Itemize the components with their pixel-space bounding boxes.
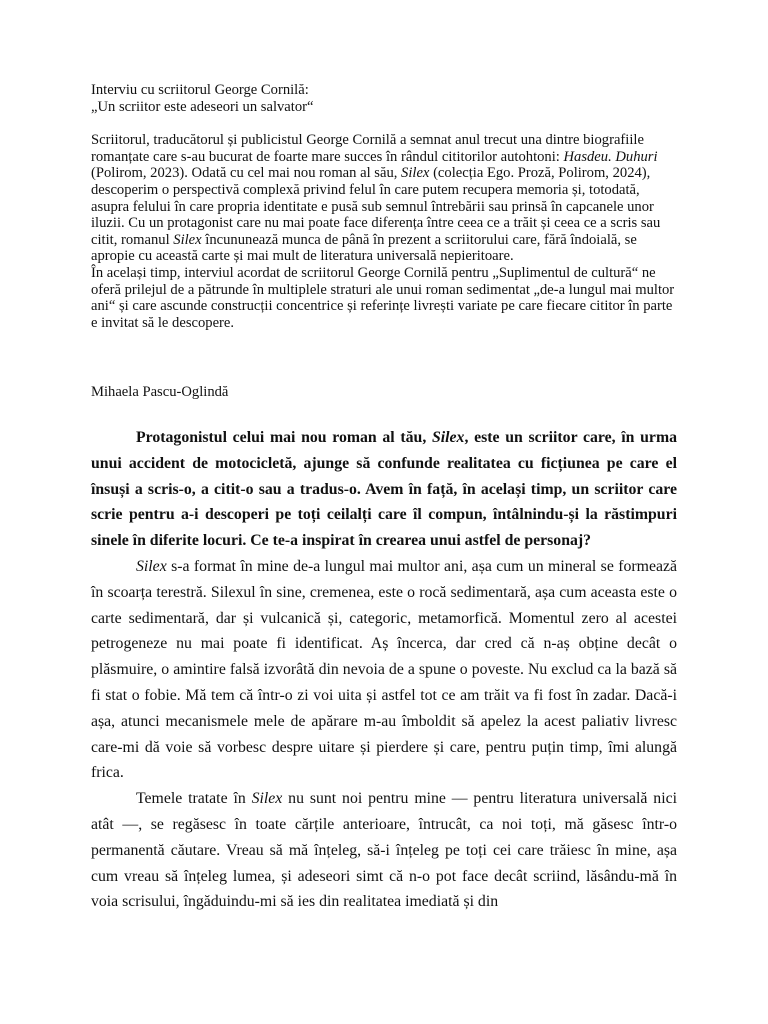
spacer: [91, 115, 681, 132]
intro-text: (colecția Ego. Proză, Polirom, 2024), descoperim o perspectivă complexă privind felul în care putem recupera memoria și, totodată, asupra felului în care propria identitate e pusă sub semnul întrebării sau prinsă în capcanele unor iluzii. Cu un protagonist care nu mai poate face diferența între ceea ce a trăit și ceea ce a scris sau citit, romanul: [91, 165, 661, 248]
intro-paragraph-1: [91, 132, 681, 265]
intro-text: încununează munca de până în prezent a scriitorului care, fără îndoială, se apropie cu această carte și mai mult de literatura universală nepieritoare.: [91, 231, 637, 265]
intro-text: (Polirom, 2023). Odată cu cel mai nou roman al său,: [91, 165, 402, 182]
question-text: , este un scriitor care, în urma unui accident de motocicletă, ajunge să confunde realitatea cu ficțiunea pe care el însuși a scris-o, a citit-o sau a tradus-o. Avem în față, în același timp, un scriitor care scrie pentru a-i descoperi pe toți ceilalți care îl compun, întâlnindu-și la răstimpuri sinele în diferite locuri. Ce te-a inspirat în crearea unui astfel de personaj?: [91, 429, 677, 550]
intro-text: Scriitorul, traducătorul și publicistul George Cornilă a semnat anul trecut una dintre biografiile romanțate care s-au bucurat de foarte mare succes în rândul cititorilor autohtoni:: [91, 132, 644, 165]
answer-paragraph-2: [91, 786, 677, 915]
article-title-line-2: „Un scriitor este adeseori un salvator“: [91, 98, 314, 115]
answer-text: Temele tratate în: [136, 790, 252, 808]
book-title-silex: Silex: [136, 557, 167, 575]
article-title-line-1: Interviu cu scriitorul George Cornilă:: [91, 82, 309, 98]
book-title-silex: Silex: [251, 790, 283, 808]
author-name: Mihaela Pascu-Oglindă: [91, 384, 229, 400]
book-title-silex: Silex: [173, 231, 202, 248]
answer-text: nu sunt noi pentru mine — pentru literatura universală nici atât —, se regăsesc în toate cărțile anterioare, întrucât, ca noi toți, mă găsesc într-o permanentă căutare. Vreau să mă înțeleg, să-i înțeleg pe toți cei care trăiesc în mine, așa cum vreau să înțeleg lumea, și adeseori simt că n-o pot face decât scriind, lăsându-mă în voia scrisului, îngăduindu-mi să ies din realitatea imediată și din: [91, 790, 677, 911]
intro-paragraph-2: În același timp, interviul acordat de scriitorul George Cornilă pentru „Suplimentul de cultură“ ne oferă prilejul de a pătrunde în multiplele straturi ale unui roman sedimentat „de-a lungul mai multor ani“ și care ascunde construcții concentrice și referințe livrești variate pe care fiecare cititor în parte e invitat să le descopere.: [91, 264, 675, 331]
book-title-hasdeu: Hasdeu. Duhuri: [563, 148, 658, 165]
answer-paragraph-1: [91, 554, 677, 786]
interview-question: [91, 425, 677, 554]
book-title-silex: Silex: [431, 429, 465, 446]
article-intro: [91, 82, 681, 331]
book-title-silex: Silex: [401, 165, 430, 182]
interview-body: [91, 425, 677, 915]
answer-text: s-a format în mine de-a lungul mai multor ani, așa cum un mineral se formează în scoarța terestră. Silexul în sine, cremenea, este o rocă sedimentară, așa cum aceasta este o carte sedimentară, dar și vulcanică și, categoric, metamorfică. Momentul zero al acestei petrogeneze nu mai poate fi identificat. Aș încerca, dar cred că n-aș obține decât o plăsmuire, o amintire falsă izvorâtă din nevoia de a spune o poveste. Nu exclud ca la bază să fi stat o fobie. Mă tem că într-o zi voi uita și astfel tot ce am trăit va fi fost în zadar. Dacă-i așa, atunci mecanismele mele de apărare m-au îmboldit să apelez la acest paliativ livresc care-mi dă voie să vorbesc despre uitare și pierdere și care, pentru puțin timp, îmi alungă frica.: [91, 557, 677, 782]
question-text: Protagonistul celui mai nou roman al tău,: [136, 429, 432, 446]
